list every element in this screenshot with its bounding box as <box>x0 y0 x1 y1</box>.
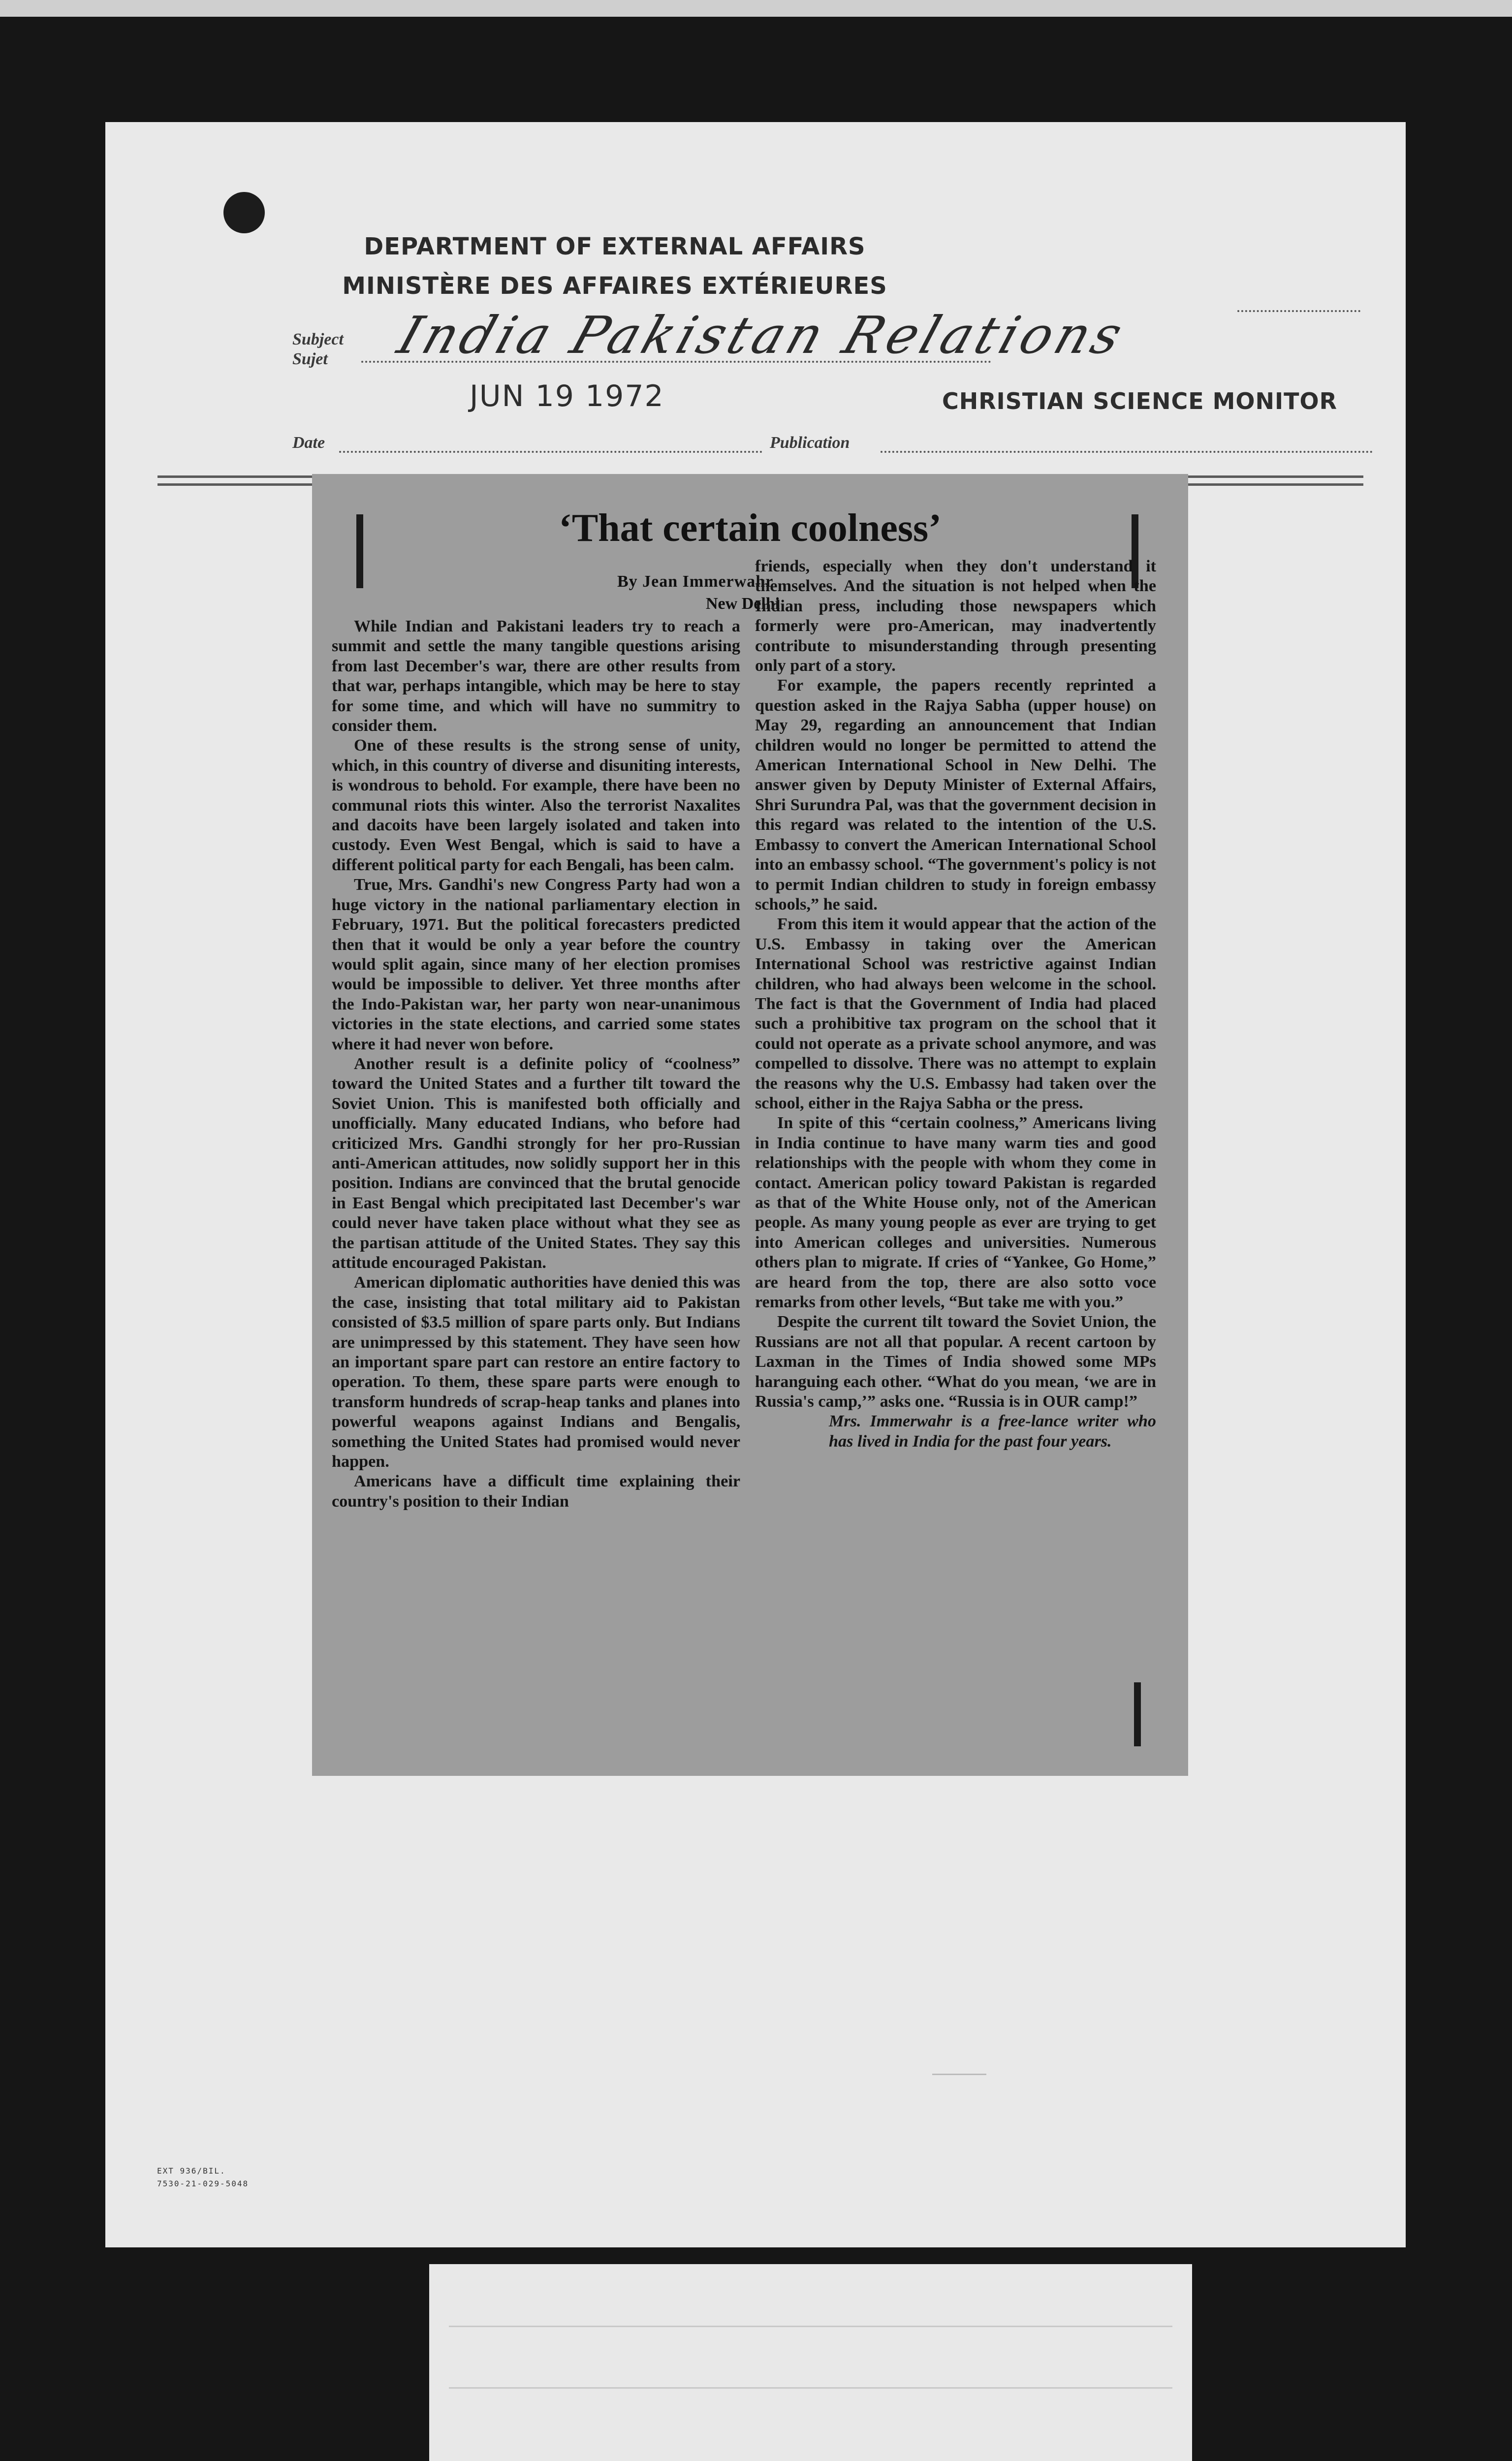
article-paragraph: Despite the current tilt toward the Soviet Union, the Russians are not all that popular. A recent cartoon by Laxman in the Times of India showed some MPs haranguing each other. “What do you mean, ‘we are in Russia's camp,’” asks one. “Russia is in OUR camp!” <box>755 1313 1156 1411</box>
publication-label: Publication <box>770 434 850 452</box>
author-note: Mrs. Immerwahr is a free-lance writer who has lived in India for the past four years. <box>829 1412 1156 1451</box>
subject-label <box>292 330 344 369</box>
department-title-fr: MINISTÈRE DES AFFAIRES EXTÉRIEURES <box>342 272 887 300</box>
publication-stamp: CHRISTIAN SCIENCE MONITOR <box>942 388 1338 414</box>
punch-hole <box>223 192 265 233</box>
clipping-mark-bottom <box>1134 1682 1141 1746</box>
article-headline: ‘That certain coolness’ <box>559 506 942 550</box>
card-rule <box>449 2387 1172 2389</box>
subject-label-fr: Sujet <box>292 350 328 368</box>
card-rule <box>449 2326 1172 2327</box>
next-frame-card <box>429 2264 1192 2461</box>
article-paragraph: American diplomatic authorities have denied this was the case, insisting that total military aid to Pakistan consisted of $3.5 million of spare parts only. But Indians are unimpressed by this statement. They have seen how an important spare part can restore an entire factory to operation. To them, these spare parts were enough to transform hundreds of scrap-heap tanks and planes into powerful weapons against Indians and Bengalis, something the United States had promised would never happen. <box>332 1273 740 1471</box>
article-paragraph: One of these results is the strong sense of unity, which, in this country of diverse and disuniting interests, is wondrous to behold. For example, there have been no communal riots this winter. Also the terrorist Naxalites and dacoits have been largely isolated and taken into custody. Even West Bengal, which is said to have a different political party for each Bengali, has been calm. <box>332 736 740 874</box>
article-paragraph: In spite of this “certain coolness,” Americans living in India continue to have many warm ties and good relationships with the people with whom they come in contact. American policy toward Pakistan is regarded as that of the White House only, not of the American people. As many young people as ever are trying to get into American colleges and universities. Numerous others plan to migrate. If cries of “Yankee, Go Home,” are heard from the top, there are also sotto voce remarks from other levels, “But take me with you.” <box>755 1114 1156 1312</box>
article-paragraph-continued: friends, especially when they don't understand it themselves. And the situation is not helped when the Indian press, including those newspapers which formerly were pro-American, may inadvertently contribute to misunderstanding through presenting only part of a story. <box>755 557 1156 675</box>
article-byline: By Jean Immerwahr <box>617 572 774 591</box>
subject-label-en: Subject <box>292 330 344 348</box>
dotted-line-right <box>1237 310 1360 312</box>
date-dotted-line <box>339 451 762 453</box>
subject-handwritten-value: India Pakistan Relations <box>391 305 1134 365</box>
form-code-line-2: 7530-21-029-5048 <box>157 2179 249 2188</box>
article-paragraph: For example, the papers recently reprinted a question asked in the Rajya Sabha (upper house) on May 29, regarding an announcement that Indian children would no longer be permitted to attend the American International School in New Delhi. The answer given by Deputy Minister of External Affairs, Shri Surundra Pal, was that the government decision in this regard was related to the intention of the U.S. Embassy to convert the American International School into an embassy school. “The government's policy is not to permit Indian children to study in foreign embassy schools,” he said. <box>755 676 1156 914</box>
article-dateline: New Delhi <box>706 595 780 613</box>
faint-dash <box>932 2074 986 2075</box>
date-label: Date <box>292 434 325 452</box>
article-column-right <box>755 557 1156 1451</box>
article-paragraph: While Indian and Pakistani leaders try to reach a summit and settle the many tangible questions arising from last December's war, there are other results from that war, perhaps intangible, which may be here to stay for some time, and which will have no summitry to consider them. <box>332 617 740 735</box>
article-column-left <box>332 617 740 1512</box>
article-paragraph: Another result is a definite policy of “coolness” toward the United States and a further tilt toward the Soviet Union. This is manifested both officially and unofficially. Many educated Indians, who before had criticized Mrs. Gandhi strongly for her pro-Russian anti-American attitudes, now solidly support her in this position. Indians are convinced that the brutal genocide in East Bengal which precipitated last December's war could never have taken place without what they see as the partisan attitude of the United States. They say this attitude encouraged Pakistan. <box>332 1054 740 1272</box>
newspaper-clipping <box>312 474 1188 1776</box>
film-top-strip <box>0 0 1512 17</box>
form-code-line-1: EXT 936/BIL. <box>157 2166 226 2176</box>
article-paragraph: Americans have a difficult time explaining their country's position to their Indian <box>332 1472 740 1511</box>
article-paragraph: True, Mrs. Gandhi's new Congress Party had won a huge victory in the national parliamentary election in February, 1971. But the political forecasters predicted then that it would be only a year before the country would split again, since many of her election promises would be impossible to deliver. Yet three months after the Indo-Pakistan war, her party won near-unanimous victories in the state elections, and carried some states where it had never won before. <box>332 876 740 1053</box>
publication-dotted-line <box>881 451 1373 453</box>
document-sheet <box>105 122 1406 2247</box>
article-paragraph: From this item it would appear that the action of the U.S. Embassy in taking over the American International School was restrictive against Indian children, who had always been welcome in the school. The fact is that the Government of India had placed such a prohibitive tax program on the school that it could not operate as a private school anymore, and was compelled to dissolve. There was no attempt to explain the reasons why the U.S. Embassy had taken over the school, either in the Rajya Sabha or the press. <box>755 915 1156 1112</box>
form-code <box>157 2165 249 2190</box>
department-title-en: DEPARTMENT OF EXTERNAL AFFAIRS <box>364 233 866 260</box>
date-stamp: JUN 19 1972 <box>470 379 664 413</box>
